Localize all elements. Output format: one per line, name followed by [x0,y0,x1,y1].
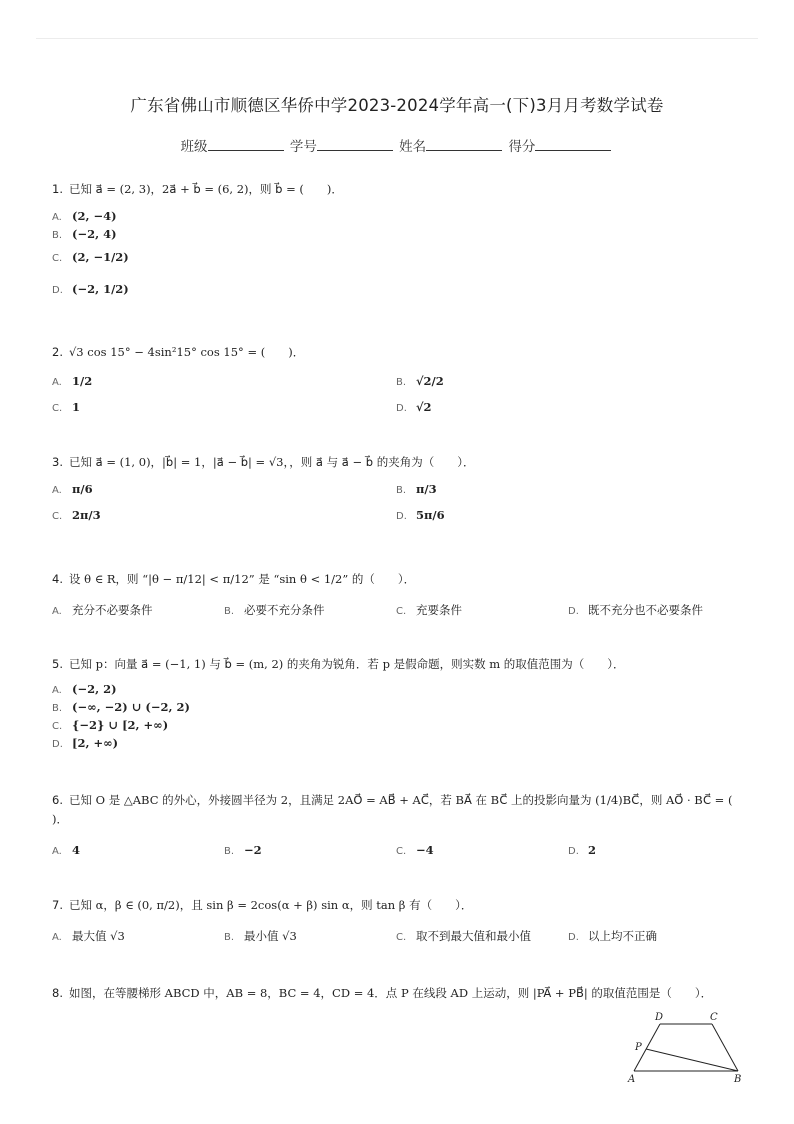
question-stem: √3 cos 15° − 4sin²15° cos 15° = ( )． [68,345,305,359]
trapezoid-figure [622,1010,752,1090]
option-d[interactable] [396,400,432,414]
option-d[interactable] [52,736,118,750]
question-number: 3. [52,455,63,469]
option-text: π/3 [416,482,437,496]
option-text: π/6 [72,482,93,496]
score-label: 得分 [508,139,536,155]
option-text: −2 [244,843,262,857]
option-label: C. [52,253,63,264]
option-text: [2, +∞) [72,736,119,750]
question-stem: 已知 p：向量 a⃗ = (−1, 1) 与 b⃗ = (m, 2) 的夹角为锐角．若 p 是假命题，则实数 m 的取值范围为（ ）． [68,657,625,671]
option-d[interactable] [568,602,703,618]
option-label: D. [396,403,407,414]
option-text: (2, −1/2) [72,250,129,264]
question-7 [52,897,754,913]
option-b[interactable] [52,700,190,714]
option-label: C. [52,403,63,414]
question-4 [52,571,754,587]
option-text: 4 [72,843,81,857]
option-label: D. [52,739,63,750]
option-label: B. [52,230,63,241]
question-stem: 设 θ ∈ R，则 “|θ − π/12| < π/12” 是 “sin θ < 1/2” 的（ ）． [68,572,416,586]
option-text: (−2, 1/2) [72,282,129,296]
label-b: B [734,1074,742,1085]
exam-title: 广东省佛山市顺德区华侨中学2023-2024学年高一(下)3月月考数学试卷 [130,96,664,115]
option-c[interactable] [396,928,531,944]
option-d[interactable] [568,843,596,857]
question-2 [52,344,754,360]
option-label: A. [52,846,62,857]
question-stem-continued: )． [52,812,68,827]
option-text: 最小值 √3 [244,929,297,943]
option-text: {−2} ∪ [2, +∞) [72,718,169,732]
option-text: 必要不充分条件 [244,603,325,617]
question-number: 5. [52,657,63,671]
question-8 [52,985,754,1001]
option-text: √2/2 [416,374,444,388]
option-label: A. [52,377,62,388]
question-stem: 已知 α，β ∈ (0, π/2)，且 sin β = 2cos(α + β) sin α，则 tan β 有（ ）． [68,898,473,912]
question-number: 8. [52,986,63,1000]
option-text: 以上均不正确 [588,929,657,943]
question-number: 6. [52,793,63,807]
option-d[interactable] [568,928,657,944]
label-c: C [710,1012,718,1023]
name-label: 姓名 [399,139,427,155]
option-c[interactable] [396,843,434,857]
option-text: 1/2 [72,374,93,388]
option-b[interactable] [224,843,262,857]
option-text: √2 [416,400,432,414]
option-a[interactable] [52,209,117,223]
option-label: A. [52,932,62,943]
student-id-blank[interactable] [317,138,393,151]
option-label: D. [396,511,407,522]
option-text: 2 [588,843,597,857]
option-text: (−2, 4) [72,227,117,241]
option-c[interactable] [52,250,129,264]
score-blank[interactable] [535,138,611,151]
student-id-label: 学号 [289,139,317,155]
label-a: A [628,1074,636,1085]
segment-pb [646,1049,738,1071]
option-text: 5π/6 [416,508,445,522]
option-label: A. [52,485,62,496]
option-text: (2, −4) [72,209,117,223]
class-label: 班级 [180,139,208,155]
student-info-line [0,135,794,155]
option-text: 充要条件 [416,603,462,617]
option-text: −4 [416,843,434,857]
label-d: D [655,1012,664,1023]
option-d[interactable] [396,508,445,522]
question-number: 4. [52,572,63,586]
option-label: D. [568,932,579,943]
option-c[interactable] [52,400,80,414]
question-number: 7. [52,898,63,912]
question-3 [52,454,754,470]
option-c[interactable] [52,718,168,732]
option-d[interactable] [52,282,129,296]
option-label: D. [52,285,63,296]
question-stem: 已知 O 是 △ABC 的外心，外接圆半径为 2，且满足 2AO⃗ = AB⃗ + AC⃗，若 BA⃗ 在 BC⃗ 上的投影向量为 (1/4)BC⃗，则 AO⃗ · BC⃗ = ( [68,793,733,807]
option-label: A. [52,606,62,617]
option-text: (−2, 2) [72,682,117,696]
option-label: D. [568,606,579,617]
option-label: B. [224,932,235,943]
option-label: B. [396,377,407,388]
side-bc [712,1024,738,1071]
option-a[interactable] [52,374,92,388]
option-label: B. [52,703,63,714]
question-5 [52,656,754,672]
question-stem: 如图，在等腰梯形 ABCD 中，AB = 8，BC = 4，CD = 4．点 P 在线段 AD 上运动，则 |PA⃗ + PB⃗| 的取值范围是（ ）． [68,986,713,1000]
option-c[interactable] [52,508,101,522]
option-text: (−∞, −2) ∪ (−2, 2) [72,700,190,714]
question-stem: 已知 a⃗ = (1, 0)，|b⃗| = 1，|a⃗ − b⃗| = √3，，则 a⃗ 与 a⃗ − b⃗ 的夹角为（ ）． [68,455,475,469]
label-p: P [635,1042,642,1053]
option-text: 最大值 √3 [72,929,125,943]
question-6 [52,792,754,827]
option-a[interactable] [52,928,125,944]
question-stem: 已知 a⃗ = (2, 3)，2a⃗ + b⃗ = (6, 2)，则 b⃗ = ( )． [68,182,343,196]
question-number: 1. [52,182,63,196]
option-text: 充分不必要条件 [72,603,153,617]
option-b[interactable] [396,482,437,496]
option-b[interactable] [396,374,444,388]
option-a[interactable] [52,602,153,618]
option-a[interactable] [52,682,117,696]
option-label: C. [52,721,63,732]
option-text: 2π/3 [72,508,101,522]
option-label: D. [568,846,579,857]
option-b[interactable] [52,227,117,241]
option-label: A. [52,685,62,696]
option-label: B. [224,846,235,857]
option-label: B. [224,606,235,617]
option-b[interactable] [224,928,297,944]
option-label: C. [396,846,407,857]
option-label: B. [396,485,407,496]
option-label: A. [52,212,62,223]
question-number: 2. [52,345,63,359]
option-b[interactable] [224,602,325,618]
option-text: 既不充分也不必要条件 [588,603,703,617]
option-text: 1 [72,400,81,414]
option-a[interactable] [52,843,80,857]
question-1 [52,181,754,197]
header-divider [36,38,758,39]
class-blank[interactable] [208,138,284,151]
option-label: C. [396,606,407,617]
option-c[interactable] [396,602,462,618]
option-label: C. [396,932,407,943]
option-label: C. [52,511,63,522]
option-a[interactable] [52,482,93,496]
name-blank[interactable] [426,138,502,151]
option-text: 取不到最大值和最小值 [416,929,531,943]
